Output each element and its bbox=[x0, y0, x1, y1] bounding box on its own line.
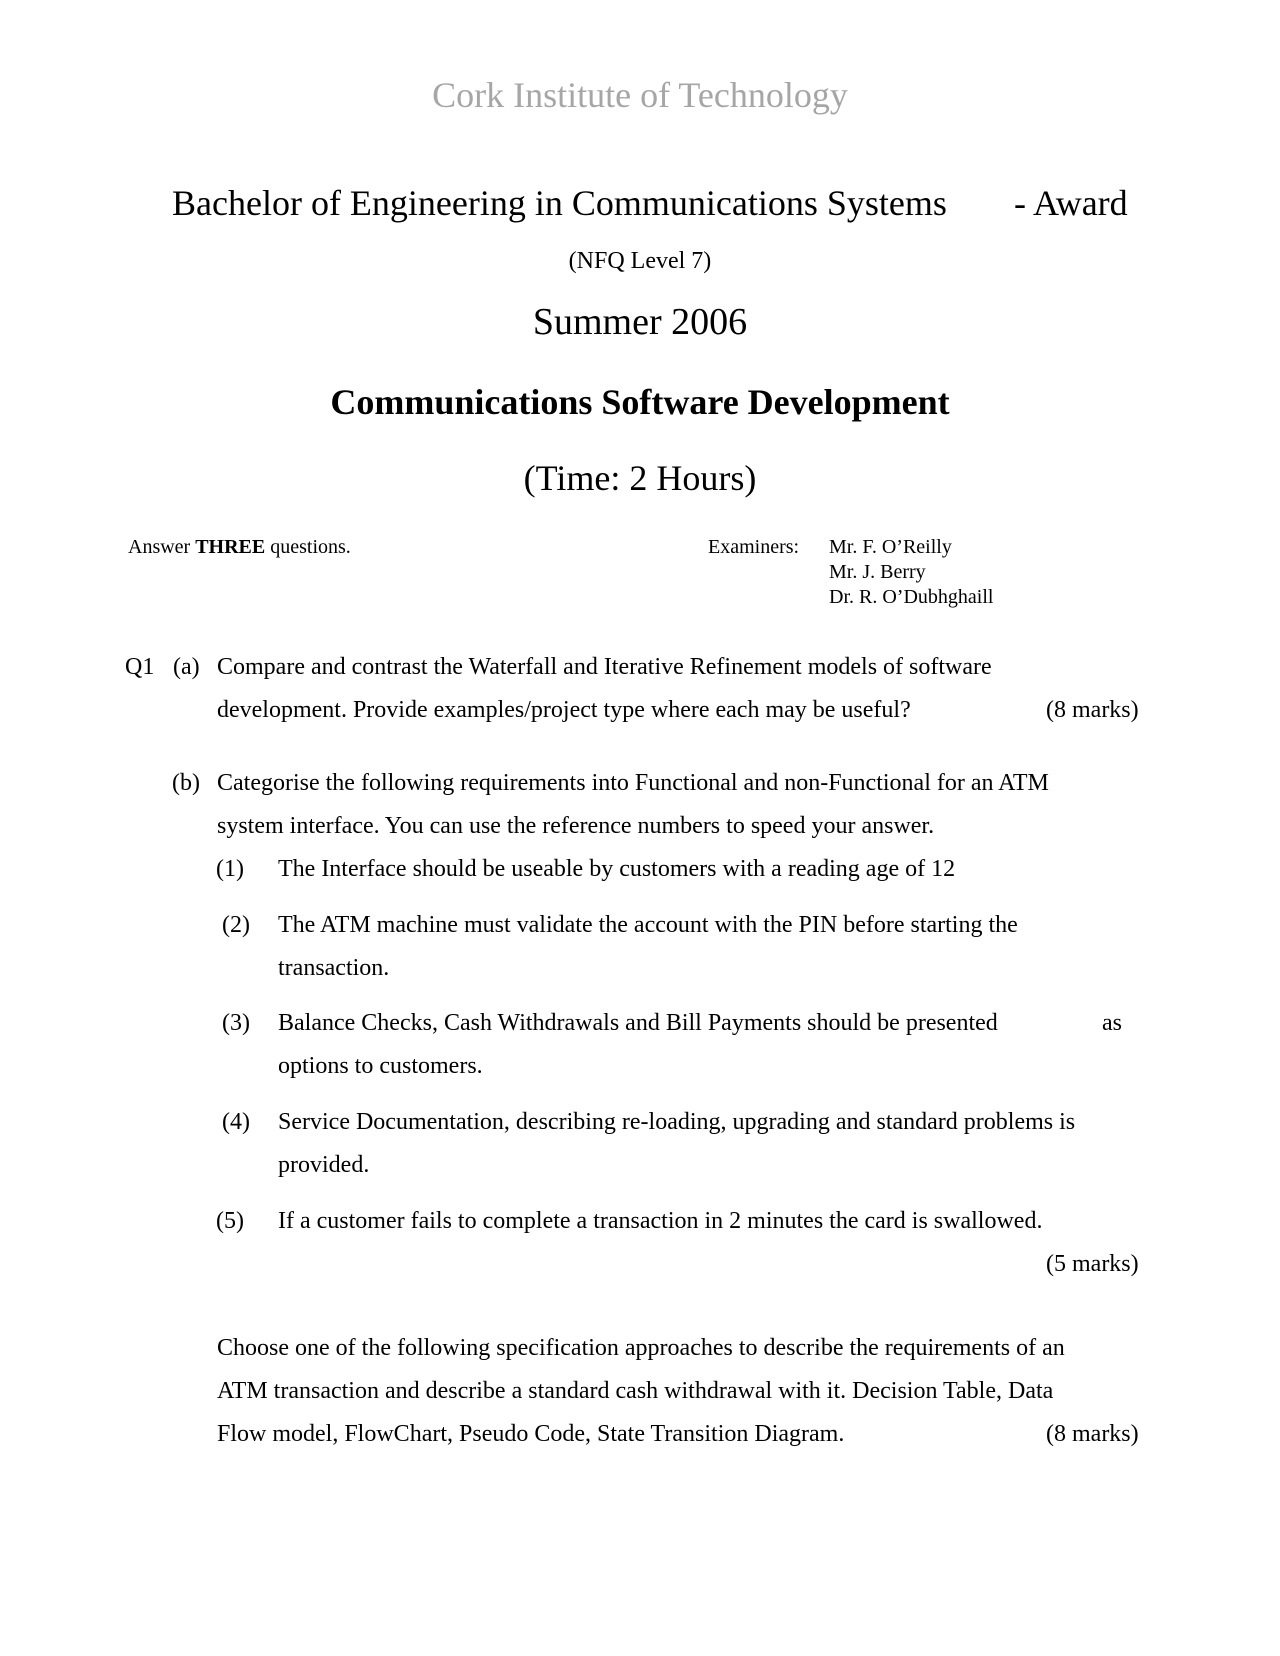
requirement-number: (4) bbox=[222, 1109, 250, 1135]
programme-title: Bachelor of Engineering in Communications Systems bbox=[172, 183, 947, 223]
part-b-marks: (5 marks) bbox=[1046, 1251, 1139, 1277]
award-label: - Award bbox=[1014, 183, 1128, 223]
part-a-text-line1: Compare and contrast the Waterfall and Iterative Refinement models of software bbox=[217, 654, 992, 680]
part-c-marks: (8 marks) bbox=[1046, 1421, 1139, 1447]
examiners-label: Examiners: bbox=[708, 536, 800, 558]
requirement-text-continued: provided. bbox=[278, 1152, 370, 1178]
examiner-name: Dr. R. O’Dubhghaill bbox=[829, 586, 994, 608]
part-c-text-line3: Flow model, FlowChart, Pseudo Code, State Transition Diagram. bbox=[217, 1421, 845, 1447]
part-b-text-line1: Categorise the following requirements into Functional and non-Functional for an ATM bbox=[217, 770, 1049, 796]
examiner-name: Mr. J. Berry bbox=[829, 561, 926, 583]
part-b-text-line2: system interface. You can use the reference numbers to speed your answer. bbox=[217, 813, 935, 839]
requirement-number: (3) bbox=[222, 1010, 250, 1036]
examiner-name: Mr. F. O’Reilly bbox=[829, 536, 952, 558]
part-a-marks: (8 marks) bbox=[1046, 697, 1139, 723]
exam-duration: (Time: 2 Hours) bbox=[523, 458, 757, 498]
exam-session: Summer 2006 bbox=[532, 301, 748, 343]
part-c-text-line1: Choose one of the following specification approaches to describe the requirements of an bbox=[217, 1335, 1065, 1361]
requirement-text: Service Documentation, describing re-loading, upgrading and standard problems is bbox=[278, 1109, 1076, 1135]
instruction-emphasis: THREE bbox=[195, 536, 266, 558]
instruction-suffix: questions. bbox=[265, 536, 351, 558]
requirement-number: (1) bbox=[216, 856, 244, 882]
requirement-text: Balance Checks, Cash Withdrawals and Bill Payments should be presented bbox=[278, 1010, 998, 1036]
part-a-label: (a) bbox=[173, 654, 200, 680]
institution-name: Cork Institute of Technology bbox=[432, 75, 848, 115]
question-number: Q1 bbox=[125, 654, 155, 680]
requirement-text: If a customer fails to complete a transaction in 2 minutes the card is swallowed. bbox=[278, 1208, 1043, 1234]
requirement-text-end: as bbox=[1102, 1010, 1122, 1036]
requirement-text: The ATM machine must validate the account with the PIN before starting the bbox=[278, 912, 1018, 938]
part-b-label: (b) bbox=[172, 770, 200, 796]
part-a-text-line2: development. Provide examples/project type where each may be useful? bbox=[217, 697, 911, 723]
answer-instruction bbox=[128, 536, 351, 559]
requirement-text-continued: transaction. bbox=[278, 955, 390, 981]
nfq-level: (NFQ Level 7) bbox=[568, 248, 712, 274]
requirement-text: The Interface should be useable by customers with a reading age of 12 bbox=[278, 856, 956, 882]
requirement-number: (5) bbox=[216, 1208, 244, 1234]
requirement-number: (2) bbox=[222, 912, 250, 938]
part-c-text-line2: ATM transaction and describe a standard cash withdrawal with it. Decision Table, Data bbox=[217, 1378, 1054, 1404]
subject-title: Communications Software Development bbox=[330, 382, 950, 422]
instruction-prefix: Answer bbox=[128, 536, 196, 558]
requirement-text-continued: options to customers. bbox=[278, 1053, 483, 1079]
